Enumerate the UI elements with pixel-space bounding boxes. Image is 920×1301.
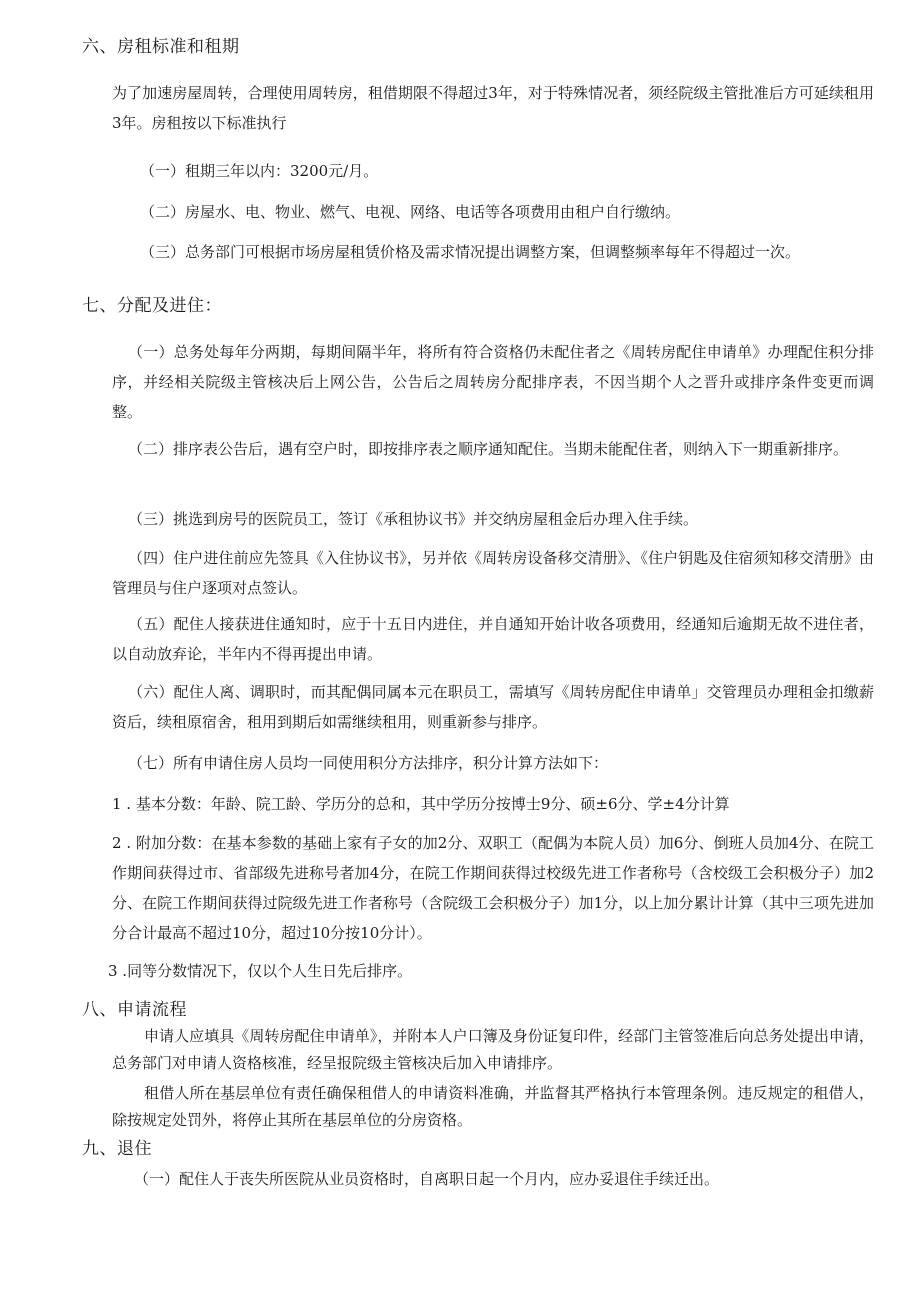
section-6-intro: 为了加速房屋周转，合理使用周转房，租借期限不得超过3年，对于特殊情况者，须经院级主管批准后方可延续租用3年。房租按以下标准执行 bbox=[112, 84, 874, 132]
section-7-item-7: （七）所有申请住房人员均一同使用积分方法排序，积分计算方法如下： bbox=[128, 754, 609, 772]
section-6-item-1: （一）租期三年以内：3200元/月。 bbox=[140, 162, 379, 180]
scoring-rule-1: 1 . 基本分数：年龄、院工龄、学历分的总和，其中学历分按博士9分、硕±6分、学±4分计算 bbox=[112, 795, 730, 813]
section-9-heading: 九、退住 bbox=[82, 1139, 152, 1159]
section-9-item-1: （一）配住人于丧失所医院从业员资格时，自离职日起一个月内，应办妥退住手续迁出。 bbox=[134, 1170, 720, 1188]
section-6-item-2: （二）房屋水、电、物业、燃气、电视、网络、电话等各项费用由租户自行缴纳。 bbox=[140, 203, 681, 221]
section-7-heading: 七、分配及进住： bbox=[82, 296, 222, 316]
section-7-item-3: （三）挑选到房号的医院员工，签订《承租协议书》并交纳房屋租金后办理入住手续。 bbox=[128, 510, 699, 528]
section-6-heading: 六、房租标准和租期 bbox=[82, 37, 240, 57]
section-8-heading: 八、申请流程 bbox=[82, 1000, 187, 1020]
section-7-item-6: （六）配住人离、调职时，而其配偶同属本元在职员工，需填写《周转房配住申请单」交管理员办理租金扣缴薪资后，续租原宿舍，租用到期后如需继续租用，则重新参与排序。 bbox=[112, 683, 874, 731]
section-8-paragraph-2: 租借人所在基层单位有责任确保租借人的申请资料准确，并监督其严格执行本管理条例。违反规定的租借人，除按规定处罚外，将停止其所在基层单位的分房资格。 bbox=[112, 1084, 874, 1129]
section-7-item-1: （一）总务处每年分两期，每期间隔半年，将所有符合资格仍未配住者之《周转房配住申请单》办理配住积分排序，并经相关院级主管核决后上网公告，公告后之周转房分配排序表，不因当期个人之晋升或排序条件变更而调整。 bbox=[112, 343, 874, 421]
section-7-item-5: （五）配住人接获进住通知时，应于十五日内进住，并自通知开始计收各项费用，经通知后逾期无故不进住者，以自动放弃论，半年内不得再提出申请。 bbox=[112, 615, 874, 663]
section-8-paragraph-1: 申请人应填具《周转房配住申请单》，并附本人户口簿及身份证复印件，经部门主管签准后向总务处提出申请，总务部门对申请人资格核准，经呈报院级主管核决后加入申请排序。 bbox=[112, 1027, 874, 1072]
section-7-item-2: （二）排序表公告后，遇有空户时，即按排序表之顺序通知配住。当期未能配住者，则纳入下一期重新排序。 bbox=[128, 440, 849, 458]
section-6-item-3: （三）总务部门可根据市场房屋租赁价格及需求情况提出调整方案，但调整频率每年不得超过一次。 bbox=[140, 243, 801, 261]
section-7-item-4: （四）住户进住前应先签具《入住协议书》，另并依《周转房设备移交清册》、《住户钥匙及住宿须知移交清册》由管理员与住户逐项对点签认。 bbox=[112, 549, 874, 597]
scoring-rule-2: 2 . 附加分数：在基本参数的基础上家有子女的加2分、双职工（配偶为本院人员）加6分、倒班人员加4分、在院工作期间获得过市、省部级先进称号者加4分，在院工作期间获得过校级先进工作者称号（含校级工会积极分子）加2分、在院工作期间获得过院级先进工作者称号（含院级工会积极分子）加1分，以上加分累计计算（其中三项先进加分合计最高不超过10分，超过10分按10分计）。 bbox=[112, 834, 874, 942]
scoring-rule-3: 3 .同等分数情况下，仅以个人生日先后排序。 bbox=[108, 962, 413, 980]
